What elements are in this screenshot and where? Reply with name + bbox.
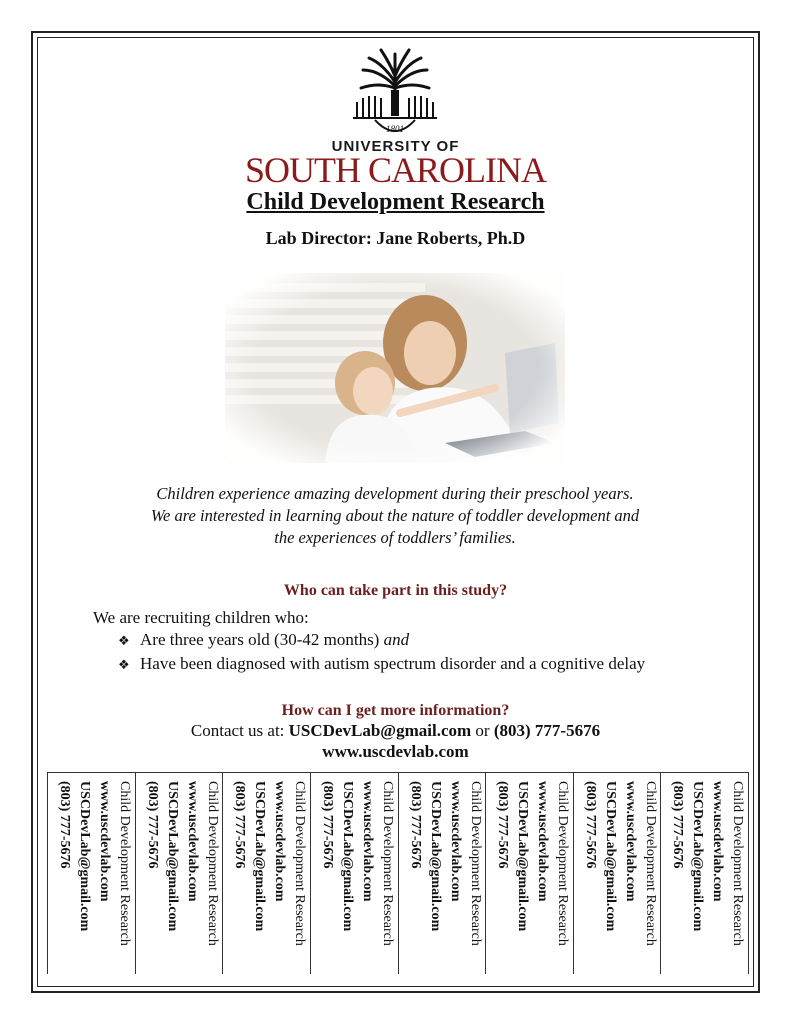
- tab-phone: (803) 777-5676: [57, 781, 72, 869]
- tab-lab-name: Child Development Research: [204, 781, 220, 946]
- tab-phone: (803) 777-5676: [582, 781, 598, 869]
- tab-phone: (803) 777-5676: [495, 781, 511, 869]
- university-of-wordmark: UNIVERSITY OF: [331, 138, 460, 155]
- intro-line-2: We are interested in learning about the nature of toddler development and: [150, 506, 640, 525]
- tab-lab-name: Child Development Research: [730, 781, 746, 946]
- tab-website: www.uscdevlab.com: [447, 781, 463, 902]
- diamond-bullet-icon: ❖: [118, 658, 130, 673]
- tear-off-tab[interactable]: [485, 773, 573, 974]
- tab-email: USCDevLab@gmail.com: [427, 781, 443, 932]
- tab-website: www.uscdevlab.com: [622, 781, 638, 902]
- seal-year: 1801: [386, 124, 404, 134]
- tab-phone: (803) 777-5676: [232, 781, 248, 869]
- tab-lab-name: Child Development Research: [117, 781, 132, 946]
- tab-phone: (803) 777-5676: [319, 781, 335, 869]
- tab-email: USCDevLab@gmail.com: [339, 781, 355, 932]
- tear-off-tab[interactable]: [573, 773, 661, 974]
- bullet-and-text: and: [383, 630, 410, 649]
- tab-website: www.uscdevlab.com: [272, 781, 288, 902]
- tear-off-tabs: [47, 772, 749, 974]
- contact-or: or: [471, 721, 494, 740]
- contact-phone[interactable]: (803) 777-5676: [493, 721, 601, 740]
- tear-off-tab[interactable]: [222, 773, 310, 974]
- tab-phone: (803) 777-5676: [407, 781, 423, 869]
- bullet-age-text: Are three years old (30-42 months): [140, 630, 384, 649]
- tab-email: USCDevLab@gmail.com: [602, 781, 618, 932]
- tab-email: USCDevLab@gmail.com: [690, 781, 706, 932]
- tab-website: www.uscdevlab.com: [97, 781, 112, 902]
- eligibility-list: [118, 629, 645, 677]
- tab-lab-name: Child Development Research: [555, 781, 571, 946]
- bullet-diagnosis-text: Have been diagnosed with autism spectrum disorder and a cognitive delay: [140, 654, 646, 673]
- tab-website: www.uscdevlab.com: [184, 781, 200, 902]
- contact-prefix: Contact us at:: [190, 721, 289, 740]
- tear-off-tab[interactable]: [135, 773, 223, 974]
- intro-paragraph: [90, 483, 700, 549]
- website-link[interactable]: www.uscdevlab.com: [322, 742, 469, 761]
- lab-director: Lab Director: Jane Roberts, Ph.D: [265, 228, 526, 248]
- page-title: Child Development Research: [246, 189, 545, 215]
- tab-lab-name: Child Development Research: [642, 781, 658, 946]
- diamond-bullet-icon: ❖: [118, 634, 130, 649]
- recruiting-lead: We are recruiting children who:: [93, 608, 309, 627]
- contact-email-link[interactable]: USCDevLab@gmail.com: [288, 721, 472, 740]
- tab-email: USCDevLab@gmail.com: [515, 781, 531, 932]
- tab-lab-name: Child Development Research: [467, 781, 483, 946]
- tab-website: www.uscdevlab.com: [535, 781, 551, 902]
- tear-off-tab[interactable]: [47, 773, 135, 974]
- eligibility-heading: Who can take part in this study?: [283, 582, 508, 599]
- list-item: [118, 629, 645, 653]
- tab-website: www.uscdevlab.com: [359, 781, 375, 902]
- tab-email: USCDevLab@gmail.com: [252, 781, 268, 932]
- info-heading: How can I get more information?: [281, 702, 510, 719]
- tear-off-tab[interactable]: [310, 773, 398, 974]
- contact-line: [0, 721, 791, 741]
- tear-off-tab[interactable]: [660, 773, 749, 974]
- mother-child-laptop-photo: [225, 273, 565, 463]
- usc-seal-logo: [345, 46, 445, 142]
- list-item: [118, 653, 645, 677]
- tear-off-tab[interactable]: [398, 773, 486, 974]
- intro-line-1: Children experience amazing development during their preschool years.: [156, 484, 634, 503]
- tab-website: www.uscdevlab.com: [710, 781, 726, 902]
- tab-lab-name: Child Development Research: [292, 781, 308, 946]
- tab-email: USCDevLab@gmail.com: [164, 781, 180, 932]
- intro-line-3: the experiences of toddlers’ families.: [274, 528, 516, 547]
- tab-email: USCDevLab@gmail.com: [77, 781, 92, 932]
- tab-lab-name: Child Development Research: [379, 781, 395, 946]
- south-carolina-wordmark: SOUTH CAROLINA: [245, 150, 546, 190]
- tab-phone: (803) 777-5676: [670, 781, 686, 869]
- tab-phone: (803) 777-5676: [144, 781, 160, 869]
